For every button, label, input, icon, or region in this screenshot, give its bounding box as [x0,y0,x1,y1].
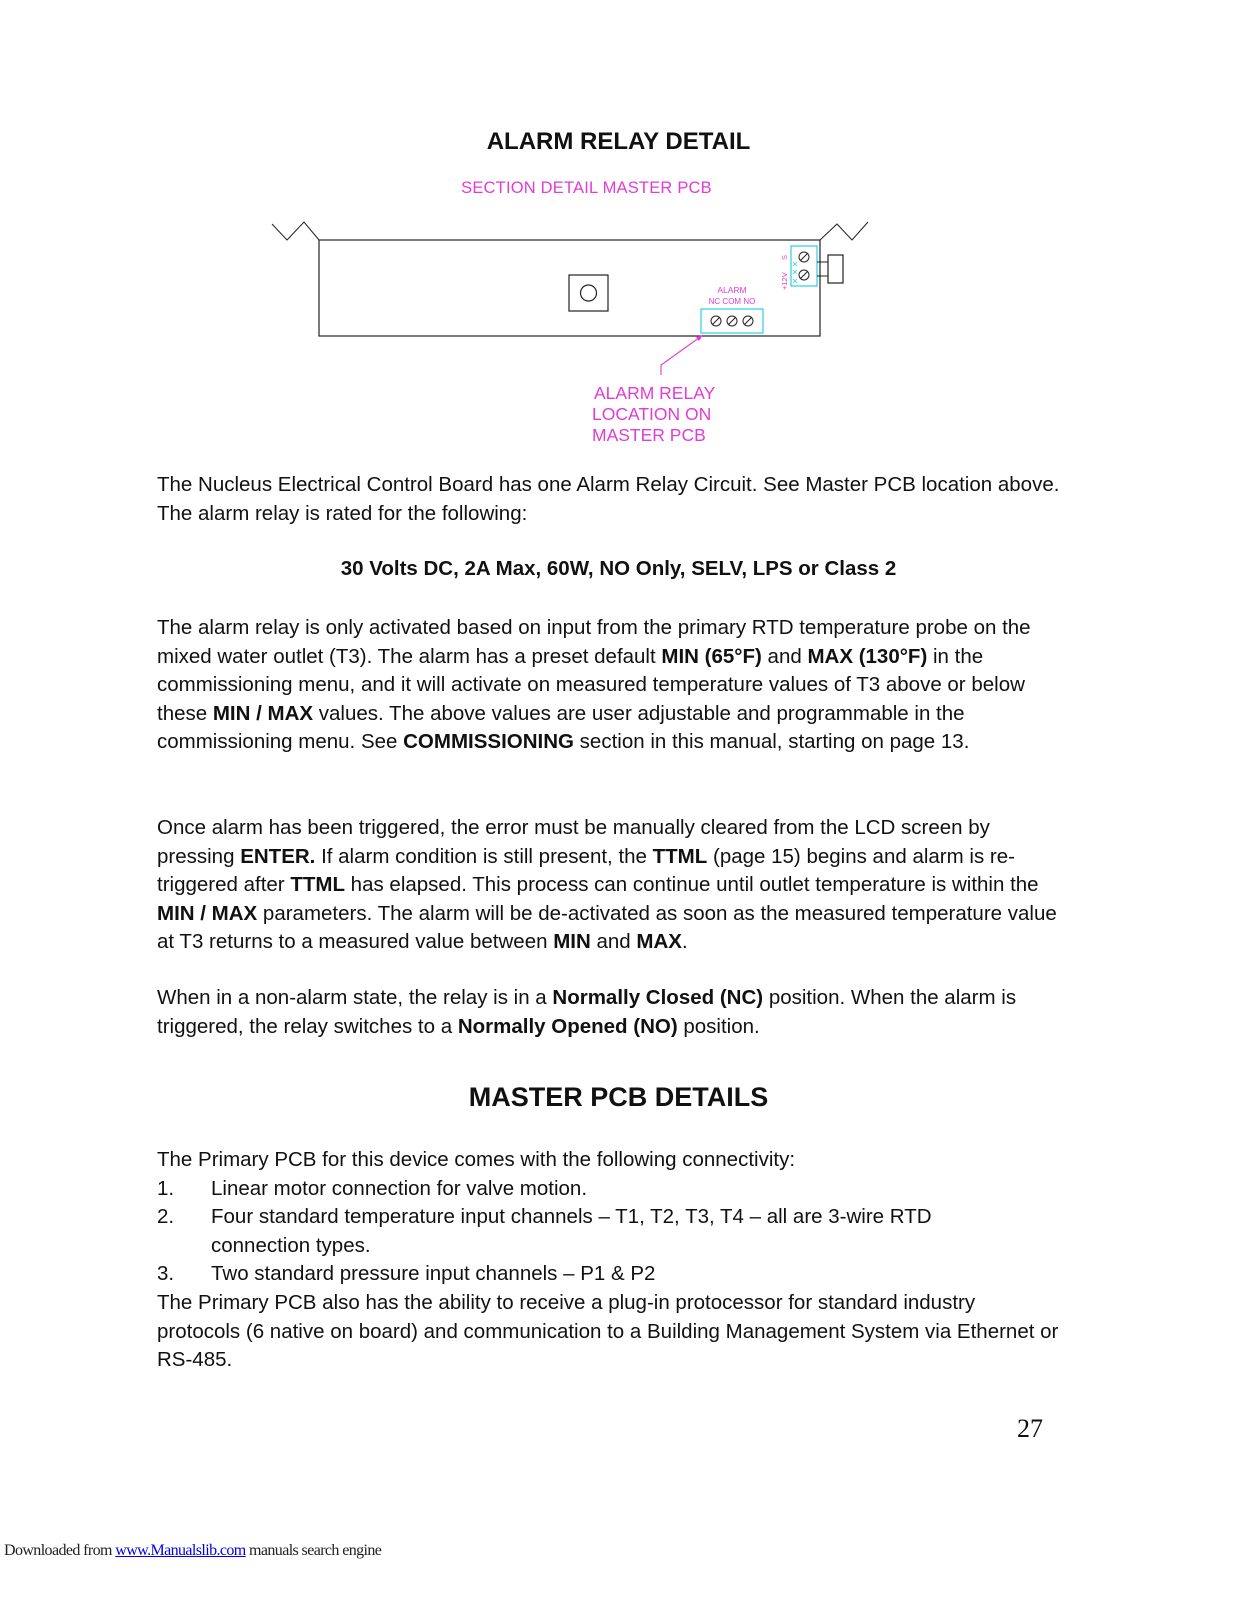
side-terminal-xmarks [793,262,797,283]
callout-leader-line [661,335,703,375]
callout-line-1: ALARM RELAY [594,383,716,403]
alarm-terminal-labels: NC COM NO [708,297,756,306]
diagram-caption-text: SECTION DETAIL MASTER PCB [461,179,712,197]
master-pcb-section-diagram [260,210,900,460]
list-item-number: 3. [157,1262,175,1286]
paragraph-relay-intro: The Nucleus Electrical Control Board has one Alarm Relay Circuit. See Master PCB location above. The alarm relay is rated for the following: [157,473,1060,525]
side-terminal-label-s: S [780,254,789,260]
master-pcb-title: MASTER PCB DETAILS [468,1082,769,1112]
download-footer [4,1542,381,1560]
list-item [157,1175,1062,1204]
list-item-number: 1. [157,1176,175,1200]
edge-connector [828,255,843,283]
alarm-terminal-screws [711,316,753,326]
side-terminal-label-12v: +12V [780,272,789,290]
master-pcb-outro: The Primary PCB also has the ability to receive a plug-in protocessor for standard industry protocols (6 native on board) and communication to a Building Management System via Ethernet or RS-485. [157,1290,1059,1372]
list-item-text: Linear motor connection for valve motion. [211,1176,588,1200]
paragraph-relay-activation: The alarm relay is only activated based on input from the primary RTD temperature probe on the mixed water outlet (T3). The alarm has a preset default MIN (65°F) and MAX (130°F) in the commissioning menu, and it will activate on measured temperature values of T3 above or below these MIN / MAX values. The above values are user adjustable and programmable in the commissioning menu. See COMMISSIONING section in this manual, starting on page 13. [157,616,1031,754]
side-terminal-screws [799,252,809,280]
master-pcb-intro: The Primary PCB for this device comes with the following connectivity: [157,1148,796,1171]
center-component [569,275,608,311]
left-break-line [272,222,319,240]
list-item-text: Four standard temperature input channels – T1, T2, T3, T4 – all are 3-wire RTD connection types. [211,1205,932,1257]
callout-text [594,383,715,446]
manualslib-link[interactable]: www.Manualslib.com [115,1542,246,1559]
relay-rating: 30 Volts DC, 2A Max, 60W, NO Only, SELV, LPS or Class 2 [340,557,897,580]
page-number: 27 [1017,1414,1043,1443]
paragraph-alarm-clearing: Once alarm has been triggered, the error must be manually cleared from the LCD screen by pressing ENTER. If alarm condition is still present, the TTML (page 15) begins and alarm is re-triggered after TTML has elapsed. This process can continue until outlet temperature is within the MIN / MAX parameters. The alarm will be de-activated as soon as the measured temperature value at T3 returns to a measured value between MIN and MAX. [157,816,1057,954]
master-pcb-body [157,1146,1062,1375]
alarm-relay-title: ALARM RELAY DETAIL [486,128,751,155]
list-item-number: 2. [157,1205,175,1229]
paragraph-relay-states: When in a non-alarm state, the relay is in a Normally Closed (NC) position. When the alarm is triggered, the relay switches to a Normally Opened (NO) position. [157,986,1017,1038]
list-item-text: Two standard pressure input channels – P1 & P2 [211,1262,656,1286]
center-component-hole [581,285,597,301]
callout-line-3: MASTER PCB [592,425,706,445]
diagram-caption [0,179,1237,198]
footer-suffix: manuals search engine [245,1542,382,1559]
list-item [157,1260,1062,1289]
alarm-label: ALARM [717,285,747,295]
list-item [157,1203,1062,1260]
right-break-line [820,222,868,240]
footer-prefix: Downloaded from [4,1542,116,1559]
callout-line-2: LOCATION ON [592,404,712,424]
